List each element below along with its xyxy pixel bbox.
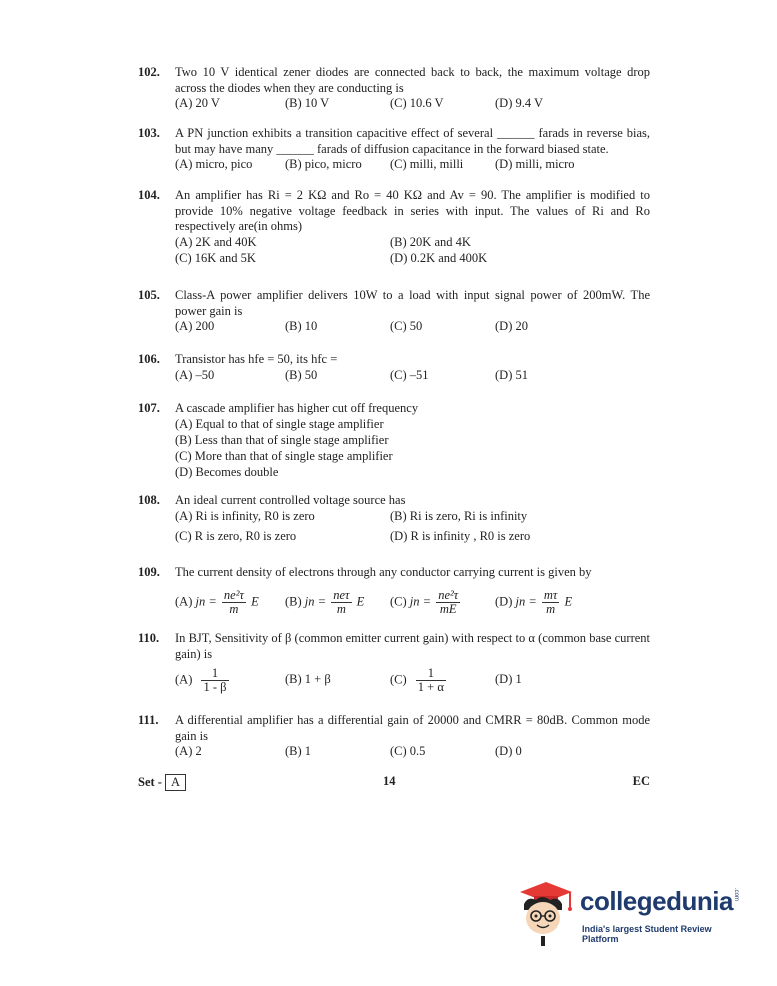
formula-lhs: jn = [515,593,537,608]
question-110 [138,631,650,700]
question-108 [138,493,650,545]
option-d: (D) Becomes double [175,464,279,479]
formula-fraction [542,589,560,616]
fraction-numerator: ne²τ [438,587,459,602]
formula-fraction [201,667,228,694]
option-label: (A) [175,672,193,687]
option-a: (A) 2K and 40K [175,234,257,249]
question-109 [138,565,650,623]
department-code: EC [632,774,650,788]
logo-suffix: .com [733,888,739,902]
set-value: A [165,774,186,791]
page-footer [138,774,650,792]
set-label [138,774,186,791]
option-a: (A) –50 [175,367,215,382]
question-text: A cascade amplifier has higher cut off frequency [175,401,419,415]
option-b: (B) 10 [285,319,318,333]
option-a: (A) Equal to that of single stage amplifier [175,416,384,431]
option-b: (B) pico, micro [285,157,362,171]
option-b: (B) Ri is zero, Ri is infinity [390,508,528,523]
mascot-icon [512,878,574,948]
fraction-denominator: m [546,601,556,616]
option-d [495,589,572,616]
question-number: 111. [138,713,159,727]
option-a: (A) 200 [175,319,215,333]
question-103 [138,126,650,173]
question-107 [138,401,650,481]
option-c: (C) R is zero, R0 is zero [175,528,297,543]
question-text: A differential amplifier has a differential gain of 20000 and CMRR = 80dB. Common mode gain is [175,713,650,743]
option-c: (C) 50 [390,319,423,333]
question-text: Two 10 V identical zener diodes are connected back to back, the maximum voltage drop across the diodes when they are conducting is [175,65,650,95]
logo-wordmark: collegedunia [580,886,733,916]
question-number: 110. [138,631,160,645]
formula-lhs: jn = [304,593,327,608]
option-d: (D) 51 [495,367,528,382]
question-105 [138,288,650,335]
fraction-numerator: neτ [333,587,350,602]
fraction-denominator: 1 - β [203,680,227,694]
option-a [175,667,231,694]
option-a: (A) 20 V [175,96,220,110]
option-b: (B) Less than that of single stage amplifier [175,432,389,447]
question-number: 102. [138,65,160,79]
question-number: 108. [138,493,160,507]
question-text: A PN junction exhibits a transition capacitive effect of several ______ farads in reverse bias, but may have many ______ farads of diffusion capacitance in the forward biased state. [175,126,650,156]
question-text: Transistor has hfe = 50, its hfc = [175,352,338,366]
question-104 [138,188,650,267]
option-label: (D) [495,593,513,608]
option-c: (C) –51 [390,367,429,382]
question-number: 106. [138,352,160,366]
question-number: 103. [138,126,160,140]
question-text: An amplifier has Ri = 2 KΩ and Ro = 40 KΩ and Av = 90. The amplifier is modified to provide 10% negative voltage feedback in series with input. The values of Ri and Ro respectively are(in ohms) [175,188,650,233]
question-text: In BJT, Sensitivity of β (common emitter current gain) with respect to α (common base current gain) is [175,631,650,661]
fraction-denominator: mE [439,601,457,616]
formula-fraction [331,589,351,616]
logo-tagline: India's largest Student Review Platform [582,924,712,944]
option-label: (C) [390,593,407,608]
option-a: (A) Ri is infinity, R0 is zero [175,508,315,523]
formula-fraction [416,667,446,694]
option-label: (B) [285,593,302,608]
fraction-denominator: m [229,601,239,616]
question-number: 107. [138,401,160,415]
option-label: (A) [175,593,193,608]
option-d: (D) 20 [495,319,528,333]
question-text: Class-A power amplifier delivers 10W to a load with input signal power of 200mW. The power gain is [175,288,650,318]
fraction-numerator: 1 [201,667,228,681]
set-label-text: Set - [138,775,162,789]
formula-rhs: E [251,593,259,608]
question-111 [138,713,650,760]
formula-lhs: jn = [195,593,217,608]
collegedunia-logo [512,878,747,948]
option-c: (C) 0.5 [390,744,426,758]
option-b: (B) 1 + β [285,672,331,686]
option-c [390,667,448,694]
option-d: (D) 0.2K and 400K [390,250,488,265]
question-102 [138,65,650,112]
option-d: (D) 9.4 V [495,96,544,110]
question-106 [138,352,650,384]
option-a: (A) micro, pico [175,157,253,171]
page-number: 14 [383,774,396,788]
question-number: 105. [138,288,160,302]
option-b: (B) 10 V [285,96,330,110]
option-d: (D) milli, micro [495,157,575,171]
option-a [175,589,259,616]
question-number: 109. [138,565,160,579]
option-d: (D) 1 [495,672,522,686]
fraction-denominator: m [336,601,346,616]
question-text: An ideal current controlled voltage source has [175,493,406,507]
option-d: (D) R is infinity , R0 is zero [390,528,531,543]
option-d: (D) 0 [495,744,522,758]
option-c [390,589,462,616]
fraction-numerator: 1 [416,667,446,681]
option-a: (A) 2 [175,744,202,758]
fraction-numerator: ne²τ [223,587,244,602]
option-b: (B) 50 [285,367,318,382]
formula-rhs: E [564,593,573,608]
formula-fraction [222,589,246,616]
question-number: 104. [138,188,160,202]
option-b [285,589,364,616]
formula-fraction [436,589,460,616]
option-c: (C) 16K and 5K [175,250,256,265]
formula-lhs: jn = [409,593,432,608]
option-c: (C) 10.6 V [390,96,444,110]
fraction-numerator: mτ [543,587,558,602]
formula-rhs: E [356,593,365,608]
option-b: (B) 20K and 4K [390,234,471,249]
fraction-denominator: 1 + α [417,680,444,694]
option-b: (B) 1 [285,744,312,758]
option-label: (C) [390,672,407,687]
option-c: (C) More than that of single stage amplifier [175,448,393,463]
option-c: (C) milli, milli [390,157,464,171]
question-text: The current density of electrons through any conductor carrying current is given by [175,565,592,579]
